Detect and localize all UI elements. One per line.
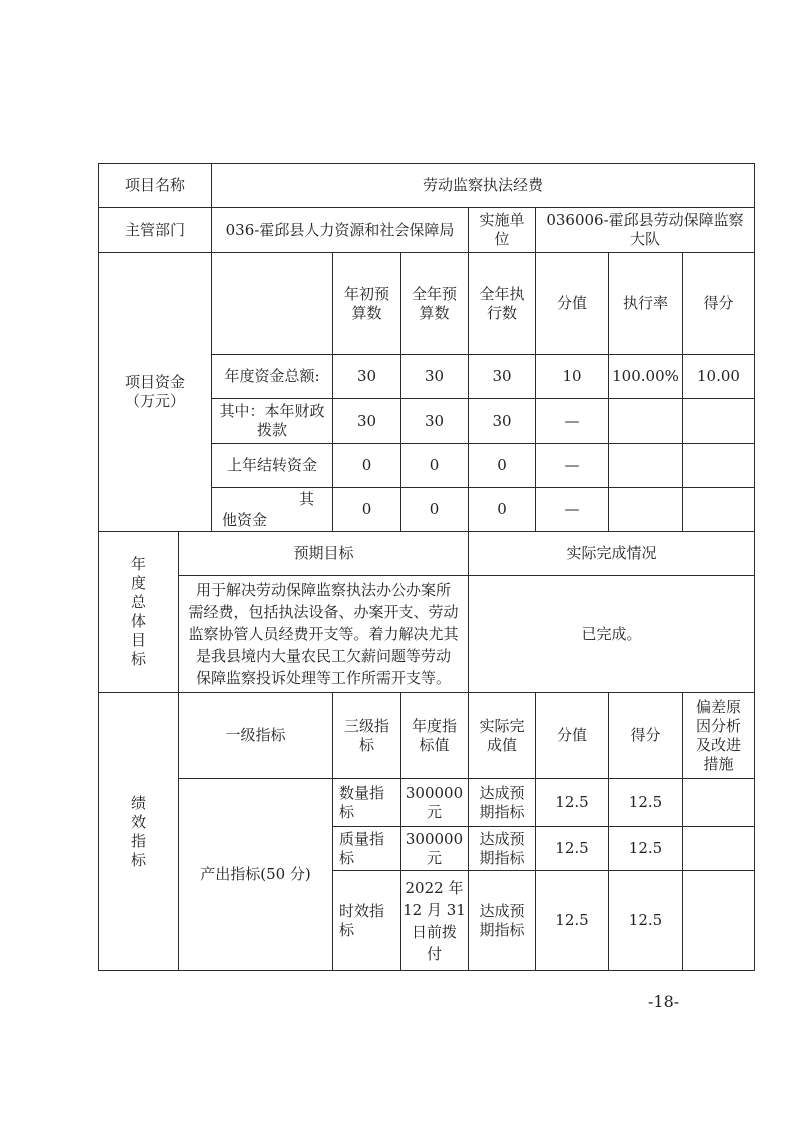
project-name-value: 劳动监察执法经费 (422, 176, 543, 194)
perf-target-cell: 300000 元 (405, 829, 464, 867)
project-name-label: 项目名称 (124, 176, 185, 194)
funds-cell: 30 (492, 411, 512, 430)
perf-header-score: 得分 (630, 726, 661, 744)
perf-actual-cell: 达成预 期指标 (479, 829, 525, 867)
perf-header-level1: 一级指标 (225, 726, 286, 744)
impl-unit-label: 实施单 位 (479, 211, 525, 248)
funds-cell: 30 (424, 367, 445, 385)
funds-cell: — (564, 456, 580, 474)
annual-target-label: 年 度 总 体 目 标 (130, 555, 146, 668)
funds-cell: — (564, 500, 580, 518)
funds-header: 年初预 算数 (343, 284, 389, 322)
funds-header: 全年预 算数 (411, 284, 457, 322)
funds-header: 得分 (703, 294, 734, 312)
funds-cell: 10.00 (697, 367, 740, 385)
actual-completion-header: 实际完成情况 (566, 544, 657, 562)
perf-actual-cell: 达成预 期指标 (479, 901, 525, 939)
funds-cell: 0 (497, 500, 507, 518)
funds-cell: 30 (356, 367, 377, 385)
table-border-right (754, 163, 755, 971)
perf-score-cell: 12.5 (628, 911, 663, 929)
perf-target-cell: 2022 年 12 月 31 日前拨 付 (403, 878, 466, 963)
funds-cell: 30 (356, 411, 377, 430)
funds-cell: 30 (492, 367, 512, 385)
perf-value-cell: 12.5 (555, 911, 589, 929)
funds-cell: 10 (562, 367, 582, 385)
perf-target-cell: 300000 元 (405, 783, 464, 821)
funds-row-label: 其中：本年财政 拨款 (219, 402, 325, 439)
perf-level3-cell: 时效指 标 (339, 901, 385, 939)
funds-cell: 0 (429, 456, 440, 474)
perf-value-cell: 12.5 (555, 793, 589, 811)
table-border-bottom (98, 970, 755, 971)
funds-cell: 0 (361, 456, 372, 474)
funds-section-label: 项目资金 （万元） (124, 373, 185, 410)
funds-cell: 0 (429, 500, 440, 518)
funds-cell: 0 (497, 456, 507, 474)
funds-cell: 0 (361, 500, 372, 518)
actual-completion-text: 已完成。 (581, 624, 642, 643)
perf-header-target: 年度指 标值 (411, 716, 457, 754)
funds-cell: — (564, 411, 580, 430)
perf-score-cell: 12.5 (628, 793, 663, 811)
funds-row-label: 其 他资金 (222, 490, 314, 529)
perf-value-cell: 12.5 (555, 839, 589, 857)
perf-header-deviation: 偏差原 因分析 及改进 措施 (695, 697, 741, 773)
perf-group-label: 产出指标(50 分) (200, 865, 311, 883)
perf-actual-cell: 达成预 期指标 (479, 783, 525, 821)
dept-label: 主管部门 (124, 220, 185, 239)
impl-unit-value: 036006-霍邱县劳动保障监察 大队 (546, 211, 744, 248)
perf-level3-cell: 质量指 标 (339, 829, 385, 867)
funds-row-label: 上年结转资金 (226, 456, 317, 474)
funds-header: 分值 (556, 294, 587, 312)
funds-header: 全年执 行数 (479, 284, 525, 322)
funds-row-label: 年度资金总额: (224, 367, 320, 385)
perf-score-cell: 12.5 (628, 839, 663, 857)
funds-header: 执行率 (622, 294, 668, 312)
perf-header-score-value: 分值 (556, 726, 587, 744)
perf-header-level3: 三级指 标 (343, 716, 389, 754)
funds-cell: 100.00% (612, 367, 679, 385)
dept-value: 036-霍邱县人力资源和社会保障局 (225, 220, 455, 239)
page-number: -18- (648, 992, 680, 1011)
expected-target-text: 用于解决劳动保障监察执法办公办案所 需经费，包括执法设备、办案开支、劳动 监察协管人员经费开支等。着力解决尤其 是我县境内大量农民工欠薪问题等劳动 保障监察投诉处理等工作所需开支等。 (188, 581, 459, 687)
perf-header-actual: 实际完 成值 (479, 716, 525, 754)
perf-section-label: 绩 效 指 标 (130, 793, 146, 869)
funds-cell: 30 (424, 411, 445, 430)
perf-level3-cell: 数量指 标 (339, 783, 385, 821)
expected-target-header: 预期目标 (293, 544, 354, 562)
